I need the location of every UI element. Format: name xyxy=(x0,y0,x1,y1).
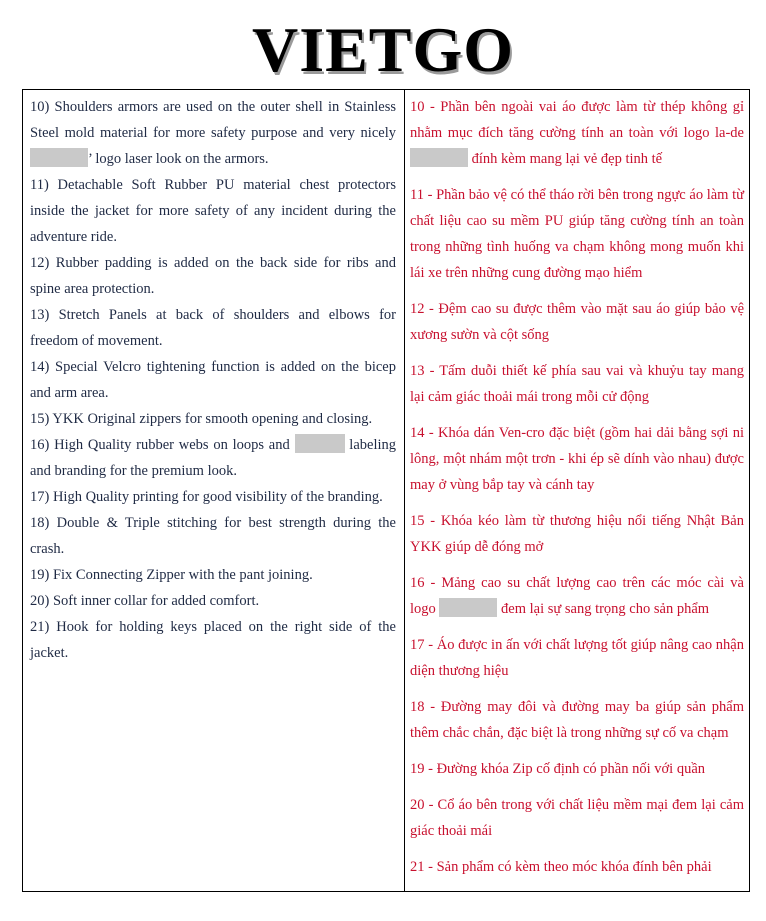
en-item-19: 19) Fix Connecting Zipper with the pant joining. xyxy=(30,567,313,583)
en-item-11: 11) Detachable Soft Rubber PU material chest protectors inside the jacket for more safety of any incident during the adventure ride. xyxy=(30,177,396,245)
vi-item-12: 12 - Đệm cao su được thêm vào mặt sau áo giúp bảo vệ xương sườn và cột sống xyxy=(410,301,744,343)
english-column xyxy=(30,94,396,666)
vi-item-15: 15 - Khóa kéo làm từ thương hiệu nổi tiếng Nhật Bản YKK giúp dễ đóng mở xyxy=(410,513,744,555)
vi-item-11: 11 - Phần bảo vệ có thể tháo rời bên trong ngực áo làm từ chất liệu cao su mềm PU giúp tăng cường tính an toàn trong những tình huống va chạm không mong muốn khi lái xe trên những cung đường mạo hiểm xyxy=(410,187,744,281)
vi-item-16: 16 - Mảng cao su chất lượng cao trên các móc cài và logo đem lại sự sang trọng cho sản phẩm xyxy=(410,575,744,617)
vi-item-14: 14 - Khóa dán Ven-cro đặc biệt (gồm hai dải bằng sợi ni lông, một nhám một trơn - khi ép sẽ dính vào nhau) được may ở vùng bắp tay và cánh tay xyxy=(410,425,744,493)
vietnamese-column xyxy=(410,94,744,890)
en-item-12: 12) Rubber padding is added on the back side for ribs and spine area protection. xyxy=(30,255,396,297)
en-item-15: 15) YKK Original zippers for smooth opening and closing. xyxy=(30,411,373,427)
en-item-21: 21) Hook for holding keys placed on the right side of the jacket. xyxy=(30,619,396,661)
en-item-20: 20) Soft inner collar for added comfort. xyxy=(30,593,260,609)
vi-item-17: 17 - Áo được in ấn với chất lượng tốt giúp nâng cao nhận diện thương hiệu xyxy=(410,637,744,679)
vi-item-20: 20 - Cổ áo bên trong với chất liệu mềm mại đem lại cảm giác thoải mái xyxy=(410,797,744,839)
redacted-brand xyxy=(439,598,497,617)
redacted-brand xyxy=(410,148,468,167)
column-divider xyxy=(404,90,405,891)
en-item-13: 13) Stretch Panels at back of shoulders and elbows for freedom of movement. xyxy=(30,307,396,349)
en-item-17: 17) High Quality printing for good visibility of the branding. xyxy=(30,489,383,505)
spec-table xyxy=(22,89,750,892)
en-item-18: 18) Double & Triple stitching for best strength during the crash. xyxy=(30,515,396,557)
vi-item-13: 13 - Tấm duỗi thiết kế phía sau vai và khuỷu tay mang lại cảm giác thoải mái trong mỗi cử động xyxy=(410,363,744,405)
en-item-16: 16) High Quality rubber webs on loops and labeling and branding for the premium look. xyxy=(30,432,396,484)
redacted-brand xyxy=(30,148,88,167)
vi-item-21: 21 - Sản phẩm có kèm theo móc khóa đính bên phải xyxy=(410,859,712,875)
vi-item-18: 18 - Đường may đôi và đường may ba giúp sản phẩm thêm chắc chắn, đặc biệt là trong những sự cố va chạm xyxy=(410,699,744,741)
en-item-14: 14) Special Velcro tightening function is added on the bicep and arm area. xyxy=(30,359,396,401)
en-item-10: 10) Shoulders armors are used on the outer shell in Stainless Steel mold material for more safety purpose and very nicely ’ logo laser look on the armors. xyxy=(30,99,396,167)
vi-item-10: 10 - Phần bên ngoài vai áo được làm từ thép không gỉ nhằm mục đích tăng cường tính an toàn với logo la-de đính kèm mang lại vẻ đẹp tinh tế xyxy=(410,99,744,167)
brand-logo: VIETGO xyxy=(251,14,515,85)
redacted-brand xyxy=(295,434,345,453)
vi-item-19: 19 - Đường khóa Zip cố định có phần nối với quần xyxy=(410,761,706,777)
